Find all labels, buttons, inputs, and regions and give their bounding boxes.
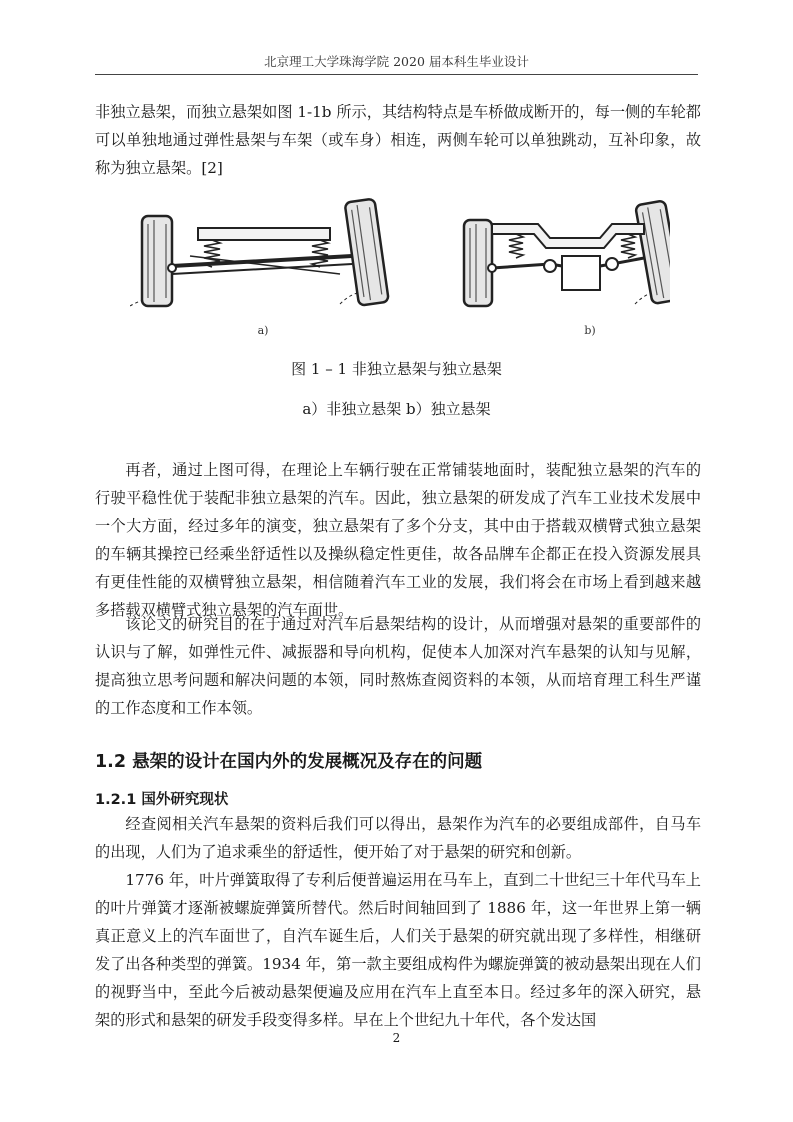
page-header: 北京理工大学珠海学院 2020 届本科生毕业设计 <box>264 54 529 69</box>
page-number: 2 <box>392 1031 401 1045</box>
figure-caption: 图 1 – 1 非独立悬架与独立悬架 <box>291 360 502 378</box>
suspension-figure <box>130 194 670 344</box>
figure-b-drawing <box>464 200 670 306</box>
figure-label-b: b) <box>584 324 596 337</box>
header-rule <box>95 74 698 75</box>
figure-a-drawing <box>130 199 389 306</box>
subsection-heading: 1.2.1 国外研究现状 <box>95 792 229 808</box>
intro-paragraph: 非独立悬架，而独立悬架如图 1-1b 所示，其结构特点是车桥做成断开的，每一侧的车轮都可以单独地通过弹性悬架与车架（或车身）相连，两侧车轮可以单独跳动，互补印象，故称为独立悬架。[2] <box>95 103 701 177</box>
body-paragraph: 1776 年，叶片弹簧取得了专利后便普遍运用在马车上，直到二十世纪三十年代马车上的叶片弹簧才逐渐被螺旋弹簧所替代。然后时间轴回到了 1886 年，这一年世界上第一辆真正意义上的汽车面世了，自汽车诞生后，人们关于悬架的研究就出现了多样性，相继研发了出各种类型的弹簧。1934 年，第一款主要组成构件为螺旋弹簧的被动悬架出现在人们的视野当中，至此今后被动悬架便遍及应用在汽车上直至本日。经过多年的深入研究，悬架的形式和悬架的研发手段变得多样。早在上个世纪九十年代，各个发达国 <box>95 871 701 1029</box>
figure-label-a: a) <box>257 324 269 337</box>
section-heading: 1.2 悬架的设计在国内外的发展概况及存在的问题 <box>95 752 483 772</box>
body-paragraph: 该论文的研究目的在于通过对汽车后悬架结构的设计，从而增强对悬架的重要部件的认识与了解，如弹性元件、减振器和导向机构，促使本人加深对汽车悬架的认知与见解，提高独立思考问题和解决问题的本领，同时熬炼查阅资料的本领，从而培育理工科生严谨的工作态度和工作本领。 <box>95 615 701 717</box>
body-paragraph: 经查阅相关汽车悬架的资料后我们可以得出，悬架作为汽车的必要组成部件，自马车的出现，人们为了追求乘坐的舒适性，便开始了对于悬架的研究和创新。 <box>95 815 701 861</box>
figure-subcaption: a）非独立悬架 b）独立悬架 <box>302 400 491 418</box>
body-paragraph: 再者，通过上图可得，在理论上车辆行驶在正常铺装地面时，装配独立悬架的汽车的行驶平稳性优于装配非独立悬架的汽车。因此，独立悬架的研发成了汽车工业技术发展中一个大方面，经过多年的演变，独立悬架有了多个分支，其中由于搭载双横臂式独立悬架的车辆其操控已经乘坐舒适性以及操纵稳定性更佳，故各品牌车企都正在投入资源发展具有更佳性能的双横臂独立悬架，相信随着汽车工业的发展，我们将会在市场上看到越来越多搭载双横臂式独立悬架的汽车面世。 <box>95 461 701 619</box>
